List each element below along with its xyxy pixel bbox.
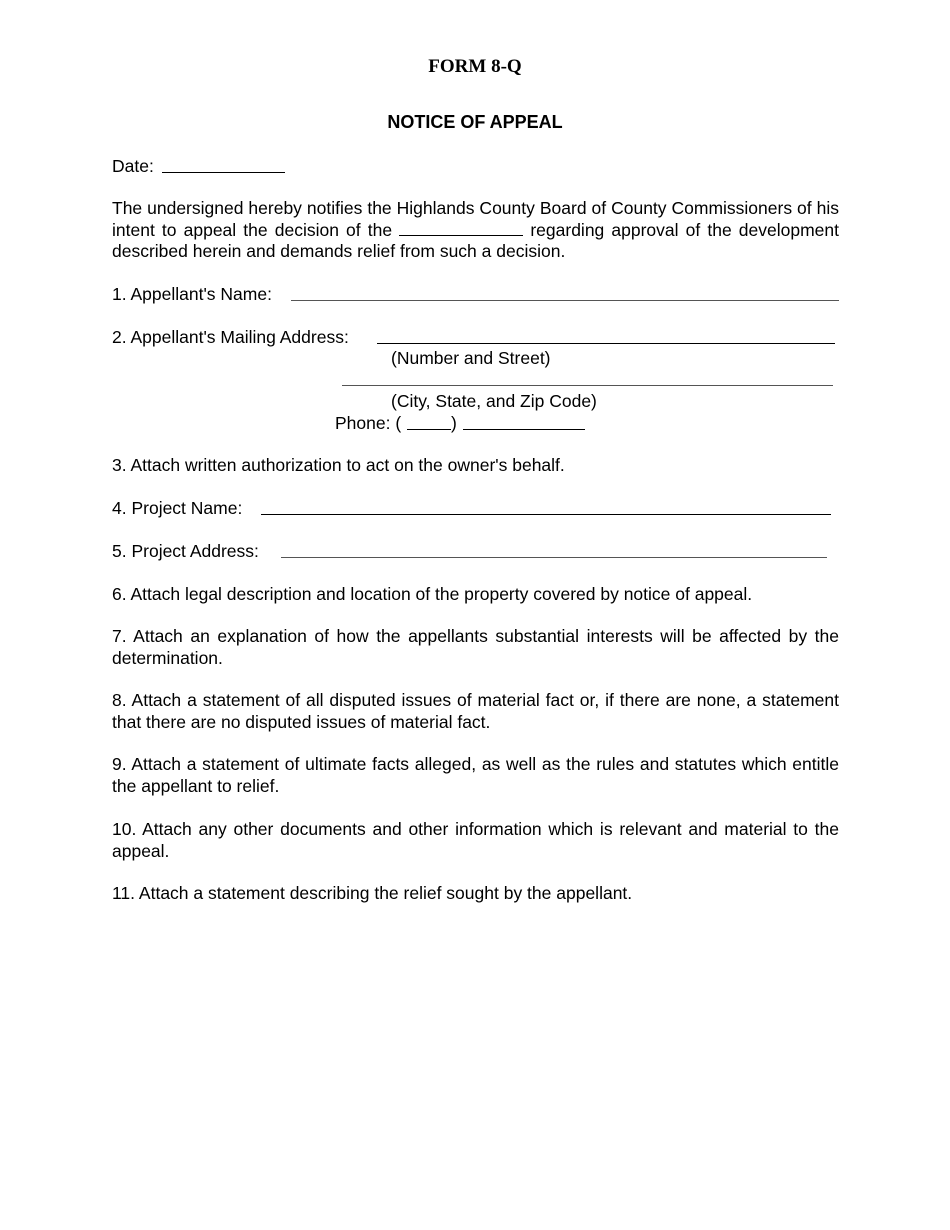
street-address-field[interactable] [377, 343, 835, 344]
number-street-caption: (Number and Street) [391, 348, 551, 368]
item-6-text: 6. Attach legal description and location of the property covered by notice of appeal. [112, 584, 753, 604]
project-name-label: 4. Project Name: [112, 498, 243, 518]
mailing-address-label: 2. Appellant's Mailing Address: [112, 327, 349, 347]
date-label: Date: [112, 156, 154, 176]
form-number: FORM 8-Q [428, 56, 522, 77]
intro-paragraph [112, 198, 839, 263]
project-address-label: 5. Project Address: [112, 541, 259, 561]
date-field[interactable] [162, 172, 285, 173]
project-name-field[interactable] [261, 514, 831, 515]
decision-body-field[interactable] [399, 235, 523, 236]
item-9-text: 9. Attach a statement of ultimate facts alleged, as well as the rules and statutes which entitle the appellant to relief. [112, 754, 839, 796]
phone-area-code-field[interactable] [407, 429, 451, 430]
form-title: NOTICE OF APPEAL [387, 112, 563, 132]
appellant-name-label: 1. Appellant's Name: [112, 284, 272, 304]
intro-text-part1: The undersigned hereby notifies the Highlands County Board of County Commissioners of his intent to appeal the decision of the [112, 198, 839, 240]
item-7-text: 7. Attach an explanation of how the appellants substantial interests will be affected by the determination. [112, 626, 839, 668]
phone-number-field[interactable] [463, 429, 585, 430]
city-state-zip-caption: (City, State, and Zip Code) [391, 391, 597, 411]
item-8-text: 8. Attach a statement of all disputed issues of material fact or, if there are none, a statement that there are no disputed issues of material fact. [112, 690, 839, 732]
project-address-field[interactable] [281, 557, 827, 558]
phone-paren-close: ) [451, 413, 457, 433]
item-11-text: 11. Attach a statement describing the relief sought by the appellant. [112, 883, 633, 903]
item-3-text: 3. Attach written authorization to act on the owner's behalf. [112, 455, 565, 475]
item-10-text: 10. Attach any other documents and other information which is relevant and material to the appeal. [112, 819, 839, 861]
phone-label: Phone: ( [335, 413, 402, 433]
city-state-zip-field[interactable] [342, 385, 833, 386]
intro-text-part2: regarding approval of the development described herein and demands relief from such a decision. [112, 219, 839, 261]
appellant-name-field[interactable] [291, 300, 839, 301]
